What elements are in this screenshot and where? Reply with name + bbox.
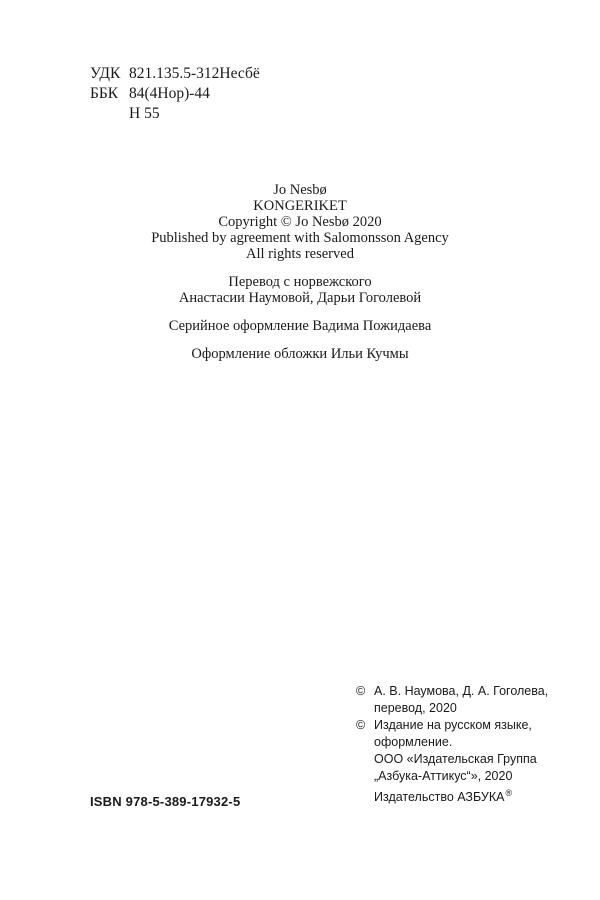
- translation-copyright: [356, 683, 548, 717]
- publisher-group-name-line: „Азбука-Аттикус“», 2020: [374, 769, 513, 783]
- copyright-line: Copyright © Jo Nesbø 2020: [218, 214, 382, 230]
- udk-row: [90, 64, 260, 84]
- original-title: KONGERIKET: [253, 198, 347, 214]
- credits-block: [0, 182, 600, 374]
- udk-label: УДК: [90, 65, 121, 82]
- translation-label: Перевод с норвежского: [228, 274, 372, 290]
- edition-copyright: [356, 717, 548, 806]
- original-edition-info: [0, 182, 600, 262]
- design-line: оформление.: [374, 735, 453, 749]
- series-design: Серийное оформление Вадима Пожидаева: [168, 318, 432, 334]
- bbk-label: ББК: [90, 85, 119, 102]
- registered-mark: ®: [505, 788, 513, 798]
- agency-line: Published by agreement with Salomonsson Agency: [151, 230, 449, 246]
- bbk-value: 84(4Нор)-44: [129, 85, 210, 102]
- publisher-imprint-line: [374, 785, 537, 806]
- cover-design: Оформление обложки Ильи Кучмы: [191, 346, 409, 362]
- copyright-notices: [356, 683, 548, 806]
- author-name: Jo Nesbø: [273, 182, 327, 198]
- translators: Анастасии Наумовой, Дарьи Гоголевой: [178, 290, 422, 306]
- bbk-row: [90, 84, 260, 104]
- publisher-group-line: ООО «Издательская Группа: [374, 752, 537, 766]
- edition-line: Издание на русском языке,: [374, 718, 532, 732]
- translation-info: [0, 274, 600, 306]
- translation-year-line: перевод, 2020: [374, 701, 457, 715]
- udk-value: 821.135.5-312Несбё: [129, 65, 260, 82]
- copyright-symbol: ©: [356, 684, 366, 698]
- series-design-info: [0, 318, 600, 334]
- classification-block: [90, 64, 260, 124]
- publisher-imprint: Издательство АЗБУКА: [374, 790, 505, 804]
- translators-copyright-line: А. В. Наумова, Д. А. Гоголева,: [374, 684, 549, 698]
- rights-line: All rights reserved: [246, 246, 354, 262]
- author-mark: Н 55: [129, 105, 160, 122]
- isbn: ISBN 978-5-389-17932-5: [90, 794, 241, 809]
- copyright-symbol: ©: [356, 718, 366, 732]
- cover-design-info: [0, 346, 600, 362]
